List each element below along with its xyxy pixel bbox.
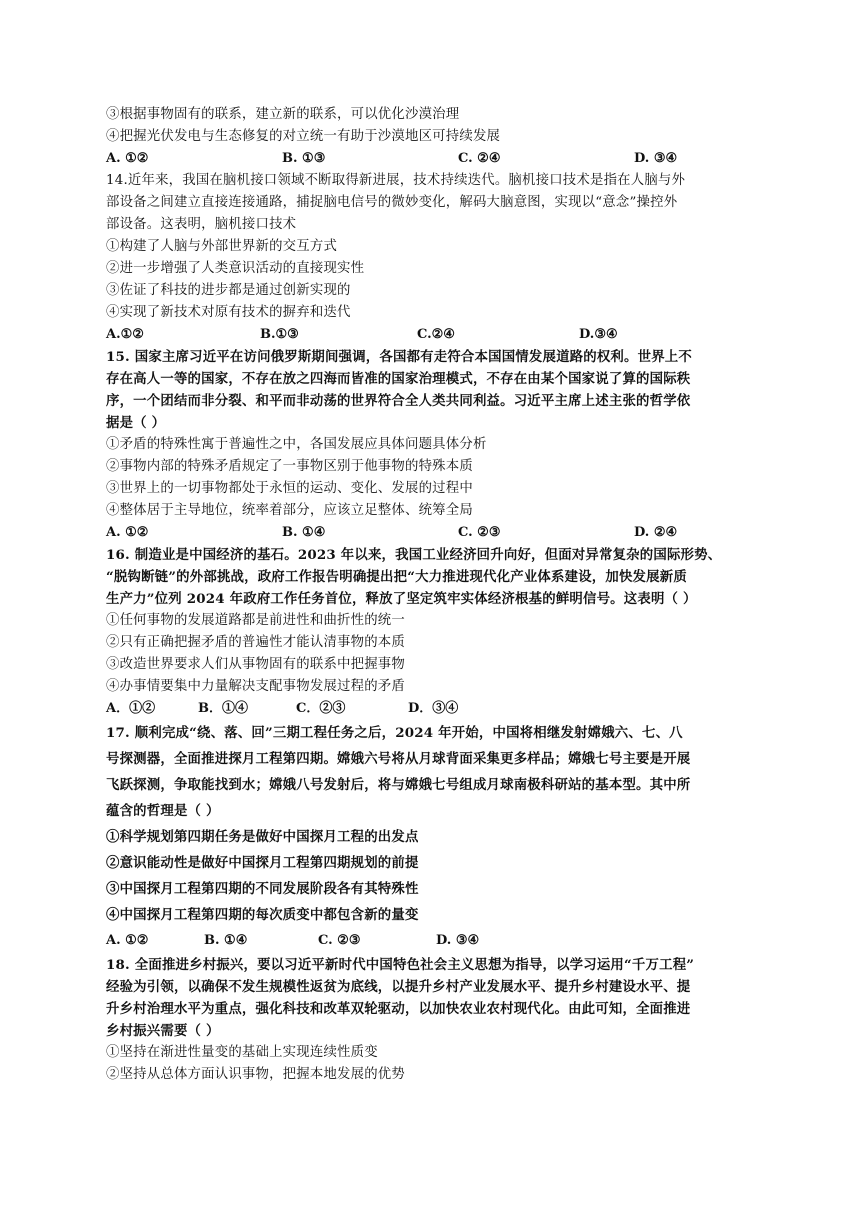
option-a: A. ①②: [106, 933, 149, 948]
statement-1: ①矛盾的特殊性寓于普遍性之中，各国发展应具体问题具体分析: [106, 437, 487, 452]
option-c: C. ②③: [458, 525, 501, 540]
question-stem-line: 15. 国家主席习近平在访问俄罗斯期间强调，各国都有走符合本国国情发展道路的权利。世界上不: [106, 349, 692, 365]
question-16: [106, 544, 756, 720]
statement-3: ③佐证了科技的进步都是通过创新实现的: [106, 283, 351, 298]
option-a: A．①②: [106, 701, 156, 716]
option-d: D. ②④: [634, 525, 678, 540]
option-c: C. ②④: [458, 151, 501, 166]
option-c: C.②④: [417, 327, 455, 342]
statement-4: ④把握光伏发电与生态修复的对立统一有助于沙漠地区可持续发展: [106, 129, 501, 144]
answer-options: [106, 928, 756, 954]
question-stem-line: 18. 全面推进乡村振兴，要以习近平新时代中国特色社会主义思想为指导，以学习运用“千万工程”: [106, 957, 695, 973]
statement-4: ④实现了新技术对原有技术的摒弃和迭代: [106, 305, 351, 320]
question-stem-line: 部设备之间建立直接连接通路，捕捉脑电信号的微妙变化，解码大脑意图，实现以“意念”操控外: [106, 195, 678, 210]
statement-4: ④整体居于主导地位，统率着部分，应该立足整体、统筹全局: [106, 503, 473, 518]
option-a: A. ①②: [106, 151, 149, 166]
question-stem-line: 存在高人一等的国家，不存在放之四海而皆准的国家治理模式，不存在由某个国家说了算的国际秩: [106, 371, 691, 387]
answer-options: [106, 324, 756, 346]
question-stem-line: 16. 制造业是中国经济的基石。2023 年以来，我国工业经济回升向好，但面对异常复杂的国际形势、: [106, 547, 722, 563]
statement-2: ②坚持从总体方面认识事物，把握本地发展的优势: [106, 1067, 405, 1082]
statement-1: ①任何事物的发展道路都是前进性和曲折性的统一: [106, 613, 405, 628]
statement-2: ②意识能动性是做好中国探月工程第四期规划的前提: [106, 855, 419, 871]
option-b: B. ①③: [282, 151, 326, 166]
question-stem-line: 升乡村治理水平为重点，强化科技和改革双轮驱动，以加快农业农村现代化。由此可知，全面推进: [106, 1001, 691, 1017]
option-b: B.①③: [260, 327, 299, 342]
statement-2: ②进一步增强了人类意识活动的直接现实性: [106, 261, 365, 276]
statement-4: ④中国探月工程第四期的每次质变中都包含新的量变: [106, 907, 419, 923]
statement-3: ③改造世界要求人们从事物固有的联系中把握事物: [106, 657, 405, 672]
option-a: A.①②: [106, 327, 144, 342]
statement-1: ①科学规划第四期任务是做好中国探月工程的出发点: [106, 829, 419, 845]
question-15: [106, 346, 756, 544]
question-stem-line: 17. 顺利完成“绕、落、回”三期工程任务之后，2024 年开始，中国将相继发射嫦娥六、七、八: [106, 725, 683, 741]
option-a: A. ①②: [106, 525, 149, 540]
question-stem-line: 生产力”位列 2024 年政府工作任务首位，释放了坚定筑牢实体经济根基的鲜明信号。这表明（ ）: [106, 591, 697, 607]
option-d: D.③④: [579, 327, 618, 342]
question-stem-line: 经验为引领，以确保不发生规模性返贫为底线，以提升乡村产业发展水平、提升乡村建设水平、提: [106, 979, 691, 995]
option-c: C．②③: [296, 701, 346, 716]
question-14: [106, 170, 756, 346]
question-18: [106, 954, 756, 1086]
statement-3: ③中国探月工程第四期的不同发展阶段各有其特殊性: [106, 881, 419, 897]
exam-page: [106, 104, 756, 1086]
option-b: B. ①④: [204, 933, 248, 948]
question-stem-line: 部设备。这表明，脑机接口技术: [106, 217, 297, 232]
question-stem-line: 号探测器，全面推进探月工程第四期。嫦娥六号将从月球背面采集更多样品；嫦娥七号主要是开展: [106, 751, 691, 767]
option-b: B．①④: [198, 701, 248, 716]
question-stem-line: 蕴含的哲理是（ ）: [106, 803, 220, 819]
question-stem-line: 乡村振兴需要（ ）: [106, 1023, 220, 1039]
question-stem-line: 14.近年来，我国在脑机接口领域不断取得新进展，技术持续迭代。脑机接口技术是指在人脑与外: [106, 173, 686, 188]
statement-2: ②事物内部的特殊矛盾规定了一事物区别于他事物的特殊本质: [106, 459, 473, 474]
question-stem-line: 飞跃探测，争取能找到水；嫦娥八号发射后，将与嫦娥七号组成月球南极科研站的基本型。其中所: [106, 777, 691, 793]
option-d: D. ③④: [634, 151, 678, 166]
answer-options: [106, 522, 756, 544]
option-c: C. ②③: [318, 933, 361, 948]
question-13-tail: [106, 104, 756, 170]
answer-options: [106, 148, 756, 170]
statement-2: ②只有正确把握矛盾的普遍性才能认清事物的本质: [106, 635, 405, 650]
question-17: [106, 720, 756, 954]
answer-options: [106, 698, 756, 720]
question-stem-line: 序，一个团结而非分裂、和平而非动荡的世界符合全人类共同利益。习近平主席上述主张的哲学依: [106, 393, 691, 409]
option-b: B. ①④: [282, 525, 326, 540]
statement-1: ①构建了人脑与外部世界新的交互方式: [106, 239, 338, 254]
option-d: D．③④: [408, 701, 459, 716]
statement-1: ①坚持在渐进性量变的基础上实现连续性质变: [106, 1045, 378, 1060]
question-stem-line: 据是（ ）: [106, 415, 166, 431]
statement-4: ④办事情要集中力量解决支配事物发展过程的矛盾: [106, 679, 405, 694]
statement-3: ③世界上的一切事物都处于永恒的运动、变化、发展的过程中: [106, 481, 473, 496]
option-d: D. ③④: [436, 933, 480, 948]
statement-3: ③根据事物固有的联系，建立新的联系，可以优化沙漠治理: [106, 107, 460, 122]
question-stem-line: “脱钩断链”的外部挑战，政府工作报告明确提出把“大力推进现代化产业体系建设，加快发展新质: [106, 569, 687, 585]
